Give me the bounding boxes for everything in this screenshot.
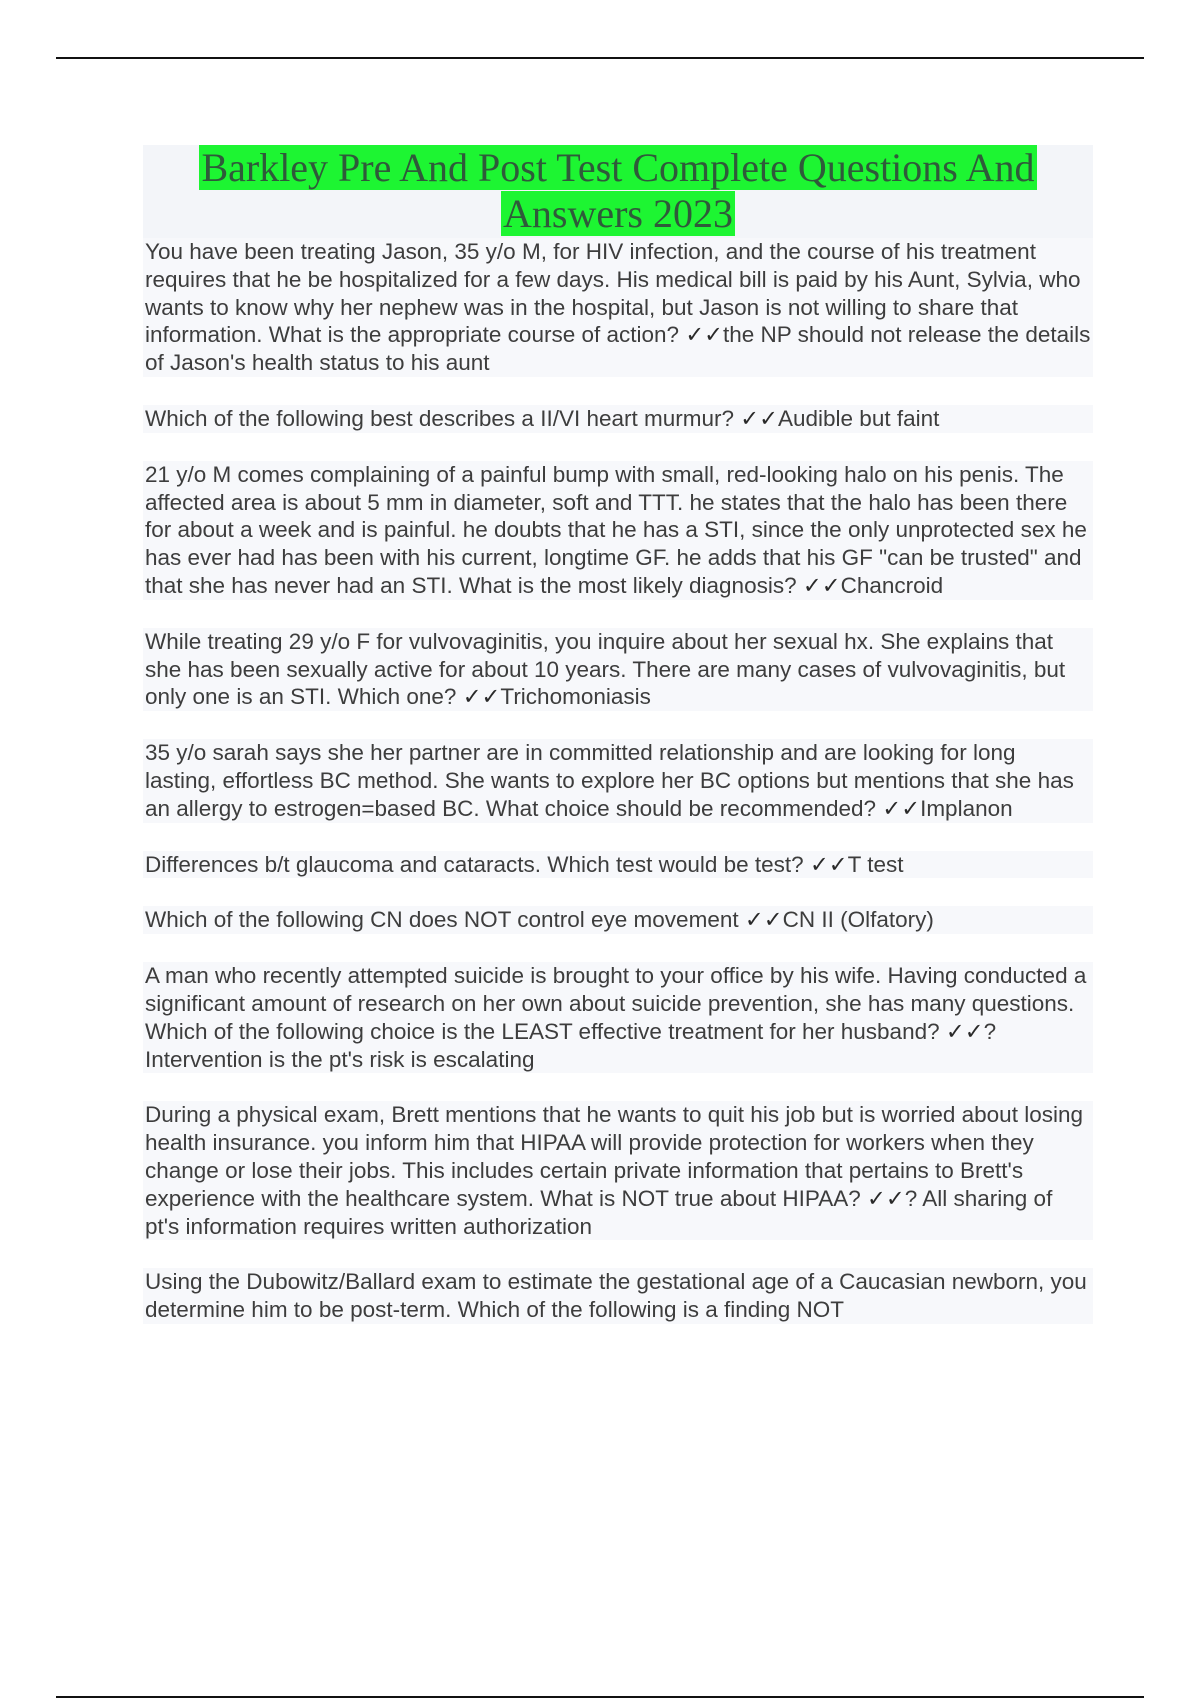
question-text: 35 y/o sarah says she her partner are in committed relationship and are looking for long lasting, effortless BC method. She wants to explore her BC options but mentions that she has an allergy to estrogen=based BC. What choice should be recommended? [145, 740, 1074, 821]
document-title: Barkley Pre And Post Test Complete Questions And Answers 2023 [201, 145, 1035, 236]
qa-item [143, 1268, 1093, 1324]
question-text: During a physical exam, Brett mentions that he wants to quit his job but is worried about losing health insurance. you inform him that HIPAA will provide protection for workers when they change or lose their jobs. This includes certain private information that pertains to Brett's experience with the healthcare system. What is NOT true about HIPAA? [145, 1102, 1083, 1211]
question-text: Using the Dubowitz/Ballard exam to estimate the gestational age of a Caucasian newborn, you determine him to be post-term. Which of the following is a finding NOT [145, 1269, 1087, 1323]
answer-text: Trichomoniasis [500, 684, 651, 710]
check-mark-icon: ✓✓ [809, 851, 848, 877]
check-mark-icon: ✓✓ [802, 572, 841, 598]
answer-text: Implanon [920, 795, 1013, 821]
qa-item [143, 1101, 1093, 1240]
question-text: Which of the following best describes a II/VI heart murmur? [145, 405, 735, 431]
answer-text: CN II (Olfatory) [782, 907, 934, 933]
qa-item [143, 962, 1093, 1073]
answer-text: ? All sharing of pt's information requires written authorization [145, 1185, 1053, 1239]
check-mark-icon: ✓✓ [945, 1018, 984, 1044]
document-body [143, 145, 1093, 1352]
check-mark-icon: ✓✓ [882, 795, 921, 821]
answer-text: the NP should not release the details of Jason's health status to his aunt [145, 322, 1091, 376]
qa-item [143, 739, 1093, 822]
qa-item [143, 906, 1093, 934]
answer-text: T test [847, 851, 904, 877]
top-rule [56, 57, 1144, 59]
check-mark-icon: ✓✓ [867, 1185, 905, 1211]
qa-item [143, 405, 1093, 433]
question-text: A man who recently attempted suicide is brought to your office by his wife. Having conducted a significant amount of research on her own about suicide prevention, she has many questions. Which of the following choice is the LEAST effective treatment for her husband? [145, 963, 1087, 1044]
question-text: You have been treating Jason, 35 y/o M, for HIV infection, and the course of his treatment requires that he be hospitalized for a few days. His medical bill is paid by his Aunt, Sylvia, who wants to know why her nephew was in the hospital, but Jason is not willing to share that information. What is the appropriate course of action? [145, 239, 1081, 348]
answer-text: Audible but faint [778, 405, 940, 431]
qa-item [143, 851, 1093, 879]
qa-item [143, 238, 1093, 377]
answer-text: Chancroid [840, 572, 944, 598]
question-text: While treating 29 y/o F for vulvovaginitis, you inquire about her sexual hx. She explains that she has been sexually active for about 10 years. There are many cases of vulvovaginitis, but only one is an STI. Which one? [145, 628, 1066, 710]
check-mark-icon: ✓✓ [744, 907, 783, 933]
question-text: 21 y/o M comes complaining of a painful bump with small, red-looking halo on his penis. The affected area is about 5 mm in diameter, soft and TTT. he states that the halo has been there for about a week and is painful. he doubts that he has a STI, since the only unprotected sex he has ever had has been with his current, longtime GF. he adds that his GF "can be trusted" and that she has never had an STI. What is the most likely diagnosis? [145, 461, 1087, 598]
answer-text: ? Intervention is the pt's risk is escalating [145, 1018, 997, 1072]
qa-item [143, 628, 1093, 711]
qa-item [143, 461, 1093, 600]
check-mark-icon: ✓✓ [740, 405, 778, 431]
check-mark-icon: ✓✓ [462, 684, 501, 710]
bottom-rule [56, 1696, 1144, 1698]
check-mark-icon: ✓✓ [685, 322, 724, 348]
question-text: Which of the following CN does NOT control eye movement [145, 907, 739, 933]
title-band [143, 145, 1093, 238]
question-text: Differences b/t glaucoma and cataracts. Which test would be test? [145, 851, 804, 877]
